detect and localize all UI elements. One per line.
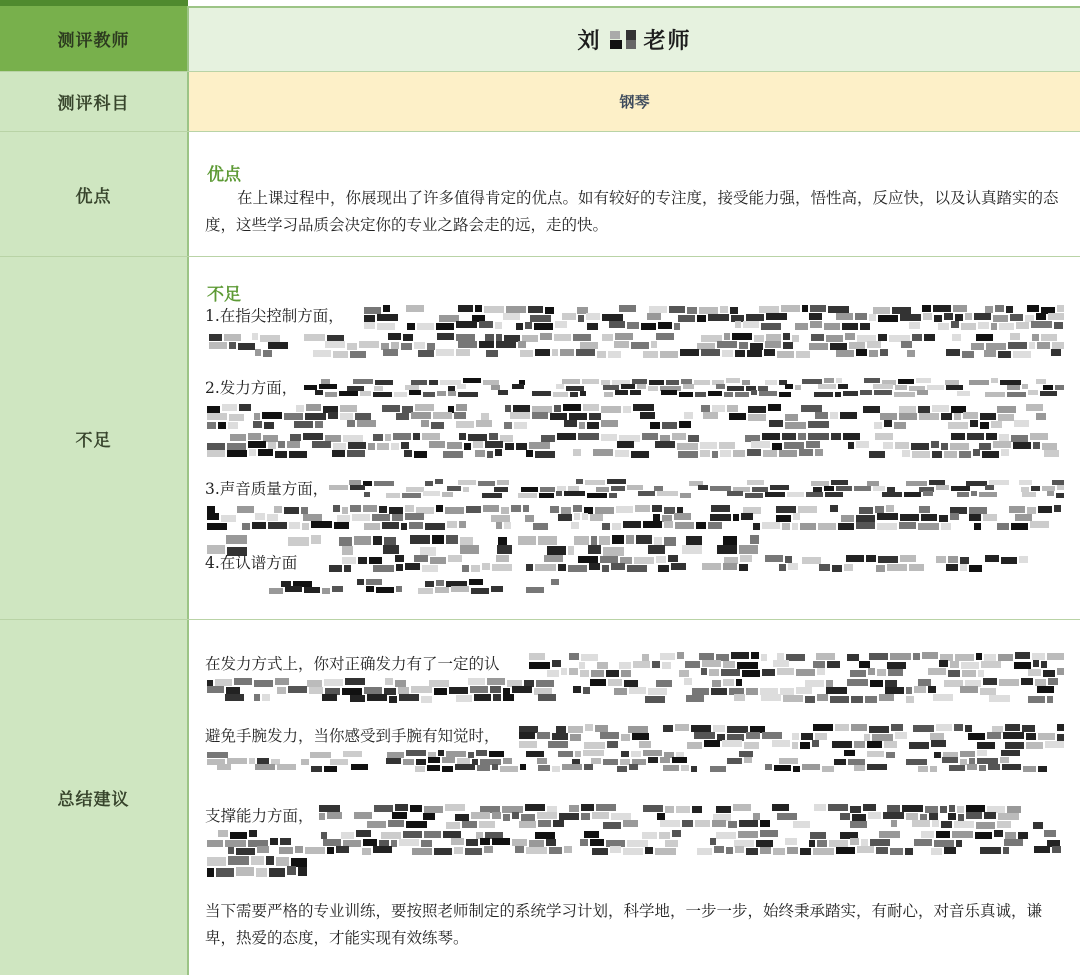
summary-label: 总结建议 <box>0 620 189 975</box>
weakness-item-reading: 4.在认谱方面 <box>205 554 298 572</box>
summary-item-support: 支撑能力方面， <box>205 807 314 825</box>
teacher-row <box>0 6 1080 72</box>
strengths-row <box>0 132 1080 257</box>
evaluation-report-table <box>0 6 1080 975</box>
subject-label: 测评科目 <box>0 72 189 131</box>
weaknesses-row <box>0 257 1080 620</box>
teacher-cell <box>189 6 1080 71</box>
strengths-text: 在上课过程中，你展现出了许多值得肯定的优点。如有较好的专注度，接受能力强，悟性高，反应快，以及认真踏实的态度，这些学习品质会决定你的专业之路会走的远，走的快。 <box>205 189 1059 234</box>
weaknesses-heading: 不足 <box>207 285 241 305</box>
weakness-item-fingertip: 1.在指尖控制方面， <box>205 307 344 325</box>
summary-cell <box>189 620 1080 975</box>
subject-row <box>0 72 1080 132</box>
summary-closing-text: 当下需要严格的专业训练，要按照老师制定的系统学习计划，科学地，一步一步，始终秉承踏实，有耐心，对音乐真诚，谦卑，热爱的态度，才能实现有效练琴。 <box>205 902 1043 947</box>
summary-item-wrist: 避免手腕发力，当你感受到手腕有知觉时， <box>205 727 500 745</box>
teacher-title: 老师 <box>643 29 692 54</box>
strengths-cell <box>189 132 1080 256</box>
teacher-label: 测评教师 <box>0 6 189 71</box>
subject-cell <box>189 72 1080 131</box>
summary-item-force-method: 在发力方式上，你对正确发力有了一定的认 <box>205 655 500 673</box>
weaknesses-cell <box>189 257 1080 619</box>
teacher-surname: 刘 <box>577 29 602 54</box>
subject-value: 钢琴 <box>619 93 650 111</box>
strengths-label: 优点 <box>0 132 189 256</box>
summary-row <box>0 620 1080 975</box>
weaknesses-label: 不足 <box>0 257 189 619</box>
strengths-heading: 优点 <box>207 165 241 185</box>
redacted-name-mosaic <box>606 28 640 52</box>
teacher-name <box>577 24 691 55</box>
weakness-item-tone: 3.声音质量方面， <box>205 480 329 498</box>
weakness-item-force: 2.发力方面， <box>205 379 298 397</box>
